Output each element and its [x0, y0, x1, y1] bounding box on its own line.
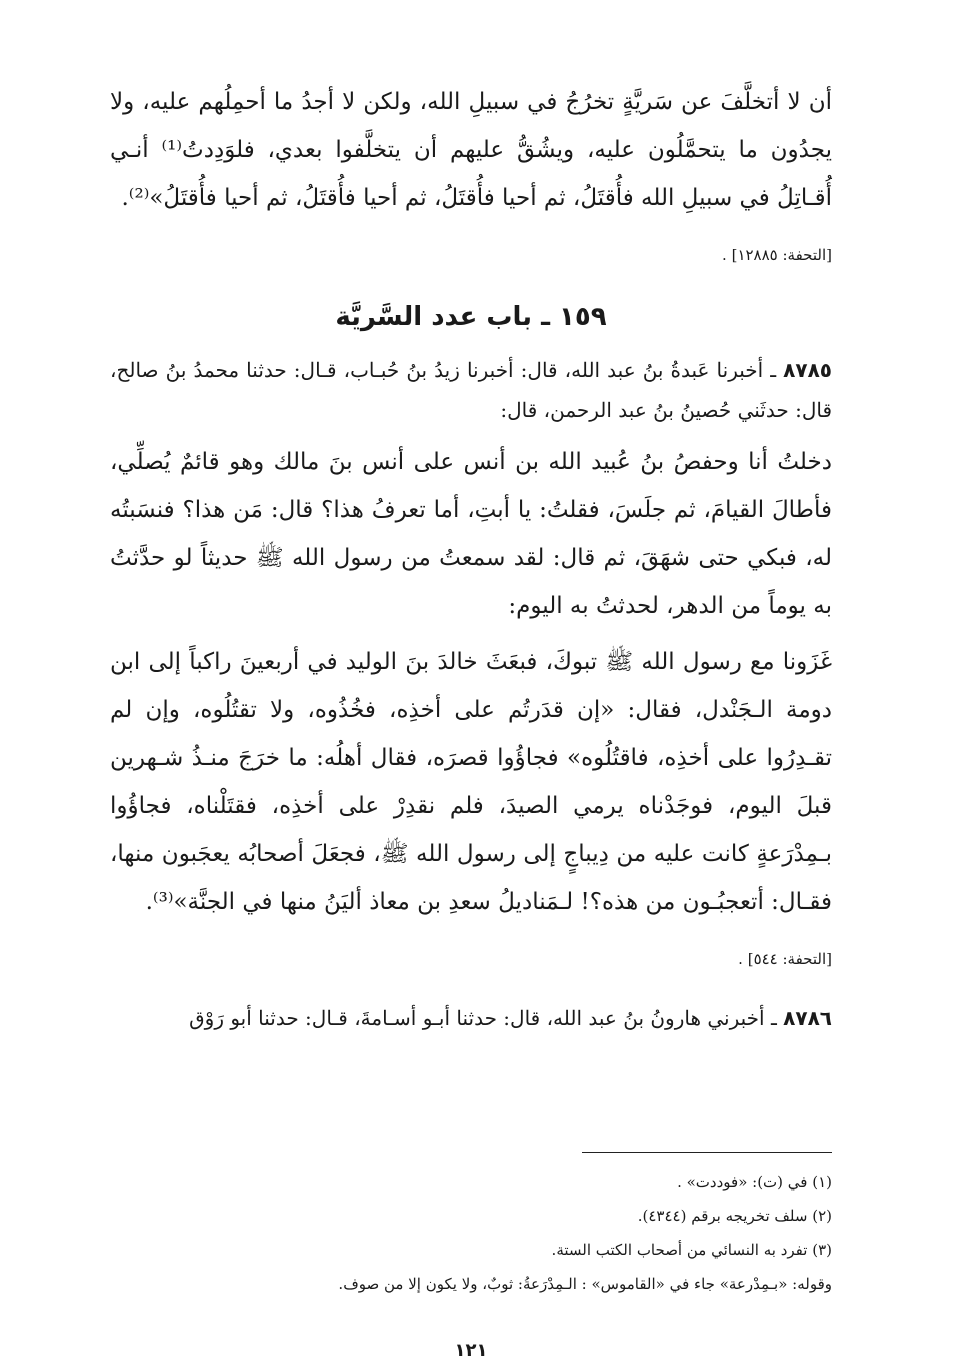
tuhfa-reference: [التحفة: ١٢٨٨٥] . [722, 246, 832, 264]
footnote: وقوله: «بـمِدْرعة» جاء في «القاموس» : الـمِدْرَعةُ: ثوبٌ، ولا يكون إلا من صوف. [338, 1275, 832, 1293]
book-page [110, 78, 832, 1361]
isnad-text: ـ أخبرنا عَبدةُ بنُ عبد الله، قال: أخبرنا زيدُ بنُ حُبـاب، قـال: حدثنا محمدُ بنُ صالح، قال: حدثَني حُصينُ بنُ عبد الرحمن، قال: [110, 358, 832, 422]
hadith-isnad [110, 998, 832, 1038]
footnote: (١) في (ت): «فوددت» . [677, 1173, 832, 1191]
page-number: ١٢١ [454, 1340, 488, 1361]
hadith-paragraph: غَزَونا مع رسول الله ﷺ تبوكَ، فبعَثَ خالدَ بنَ الوليد في أربعينَ راكباً إلى ابن دومة الـجَنْدل، فقال: «إن قدَرتُم على أخذِه، فخُذُوه، ولا تقتُلُوه، وإن لم تقـدِرُوا على أخذِه، فاقتُلُوه» فجاؤُوا قصرَه، فقال أهلُه: ما خرَجَ منـذُ شـهرين قبلَ اليوم، فوجَدْناه يرمي الصيدَ، فلم نقدِرْ على أخذِه، فقتَلْناه، فجاؤُوا بـمِدْرَعةٍ كانت عليه من دِيباجٍ إلى رسول الله ﷺ، فجعَلَ أصحابُه يعجَبون منها، فقـال: أتعجبُـون من هذه؟! لـمَناديلُ سعدِ بن معاذ أليَنُ منها في الجنَّة»⁽³⁾. [110, 649, 832, 915]
footnote: (٣) تفرد به النسائي من أصحاب الكتب الستة. [551, 1241, 832, 1259]
hadith-number: ٨٧٨٥ [783, 358, 832, 382]
footnotes [110, 1168, 832, 1304]
hadith-number: ٨٧٨٦ [783, 1006, 832, 1030]
isnad-text: ـ أخبرني هارونُ بنُ عبد الله، قال: حدثنا أبـو أسـامةَ، قـال: حدثنا أبو رَوْق [189, 1006, 784, 1030]
section-heading: ١٥٩ ـ باب عدد السَّريَّة [335, 302, 607, 332]
tuhfa-reference: [التحفة: ٥٤٤] . [738, 950, 832, 968]
hadith-isnad [110, 350, 832, 430]
footnote-divider [582, 1152, 832, 1153]
hadith-paragraph: دخلتُ أنا وحفصُ بنُ عُبيد الله بن أنس على أنس بنَ مالك وهو قائمٌ يُصلِّي، فأطالَ القيامَ، ثم جلَسَ، فقلتُ: يا أبتِ، أما تعرفُ هذا؟ قال: مَن هذا؟ فنسَبتُه له، فبكي حتى شهَقَ، ثم قال: لقد سمعتُ من رسول الله ﷺ حديثاً لو حدَّثتُ به يوماً من الدهر، لحدثتُ به اليوم: [110, 449, 832, 619]
top-paragraph: أن لا أتخلَّفَ عن سَريَّةٍ تخرُجُ في سبيلِ الله، ولكن لا أجدُ ما أحمِلُهم عليه، ولا يجدُون ما يتحمَّلُون عليه، ويشُقُّ عليهم أن يتخلَّفوا بعدي، فلوَدِدتُ⁽¹⁾ أنـي أُقـاتِلُ في سبيلِ الله فأُقتَلُ، ثم أحيا فأُقتَلُ، ثم أحيا فأُقتَلُ، ثم أحيا فأُقتَلُ»⁽²⁾. [110, 89, 832, 211]
footnote: (٢) سلف تخريجه برقم (٤٣٤٤). [637, 1207, 832, 1225]
